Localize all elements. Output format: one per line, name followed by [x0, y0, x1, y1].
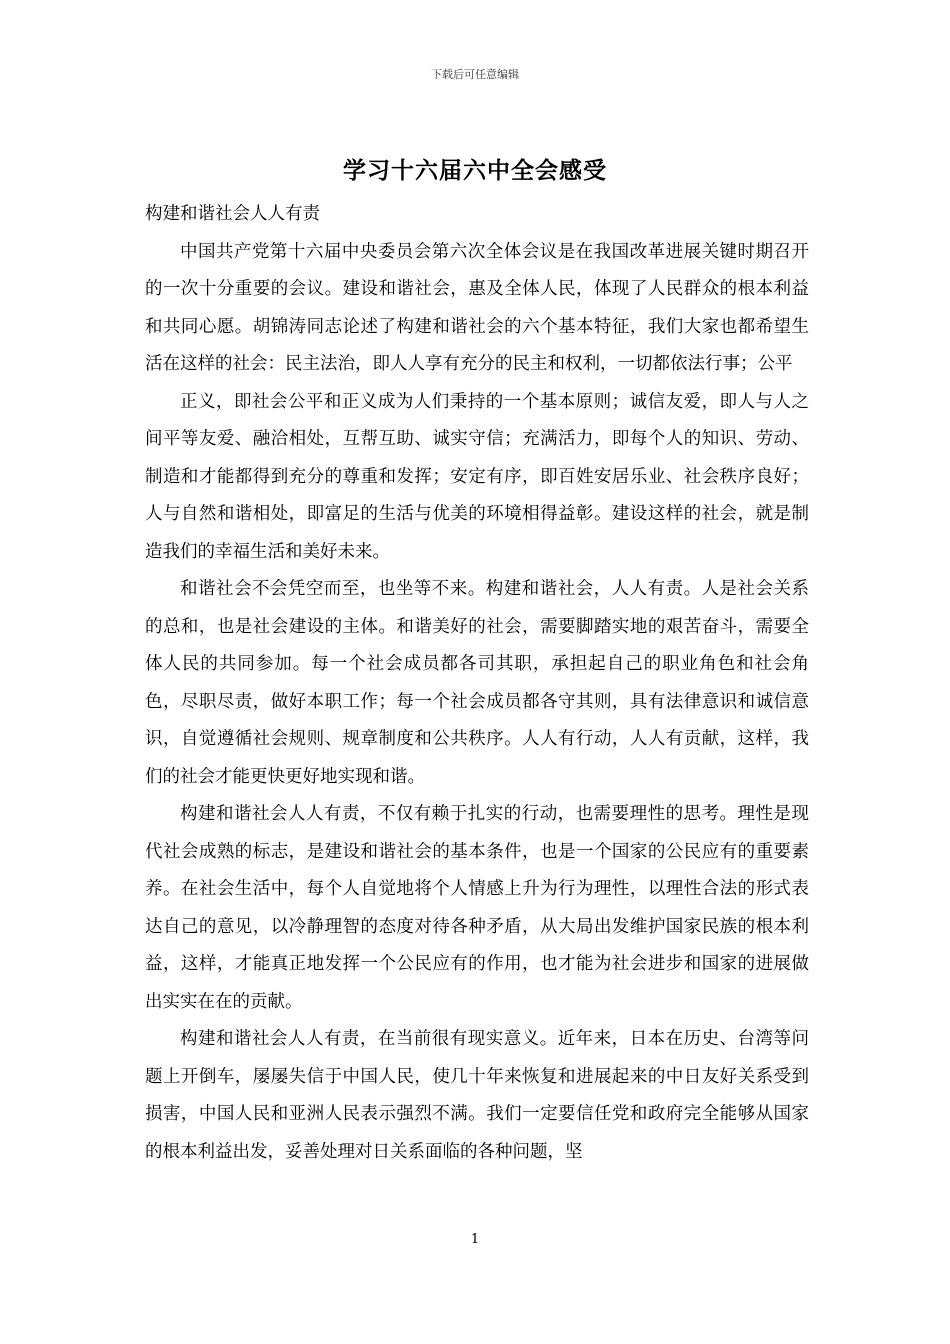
paragraph-1: 中国共产党第十六届中央委员会第六次全体会议是在我国改革进展关键时期召开的一次十分重要的会议。建设和谐社会，惠及全体人民，体现了人民群众的根本利益和共同心愿。胡锦涛同志论述了构建和谐社会的六个基本特征，我们大家也都希望生活在这样的社会：民主法治，即人人享有充分的民主和权利，一切都依法行事；公平: [145, 241, 809, 374]
document-subtitle: 构建和谐社会人人有责: [145, 204, 320, 224]
page-number: 1: [470, 1232, 480, 1247]
paragraph-4: 构建和谐社会人人有责，不仅有赖于扎实的行动，也需要理性的思考。理性是现代社会成熟的标志，是建设和谐社会的基本条件，也是一个国家的公民应有的重要素养。在社会生活中，每个人自觉地将个人情感上升为行为理性，以理性合法的形式表达自己的意见，以冷静理智的态度对待各种矛盾，从大局出发维护国家民族的根本利益，这样，才能真正地发挥一个公民应有的作用，也才能为社会进步和国家的进展做出实实在在的贡献。: [145, 804, 809, 1012]
paragraph-5: 构建和谐社会人人有责，在当前很有现实意义。近年来，日本在历史、台湾等问题上开倒车，屡屡失信于中国人民，使几十年来恢复和进展起来的中日友好关系受到损害，中国人民和亚洲人民表示强烈不满。我们一定要信任党和政府完全能够从国家的根本利益出发，妥善处理对日关系面临的各种问题，坚: [145, 1029, 809, 1162]
document-title: 学习十六届六中全会感受: [343, 157, 607, 184]
paragraph-2: 正义，即社会公平和正义成为人们秉持的一个基本原则；诚信友爱，即人与人之间平等友爱、融洽相处，互帮互助、诚实守信；充满活力，即每个人的知识、劳动、制造和才能都得到充分的尊重和发挥；安定有序，即百姓安居乐业、社会秩序良好；人与自然和谐相处，即富足的生活与优美的环境相得益彰。建设这样的社会，就是制造我们的幸福生活和美好未来。: [145, 391, 809, 562]
header-note: 下载后可任意编辑: [431, 68, 519, 81]
paragraph-3: 和谐社会不会凭空而至，也坐等不来。构建和谐社会，人人有责。人是社会关系的总和，也是社会建设的主体。和谐美好的社会，需要脚踏实地的艰苦奋斗，需要全体人民的共同参加。每一个社会成员都各司其职，承担起自己的职业角色和社会角色，尽职尽责，做好本职工作；每一个社会成员都各守其则，具有法律意识和诚信意识，自觉遵循社会规则、规章制度和公共秩序。人人有行动，人人有贡献，这样，我们的社会才能更快更好地实现和谐。: [145, 579, 809, 787]
document-body: [145, 196, 809, 1171]
